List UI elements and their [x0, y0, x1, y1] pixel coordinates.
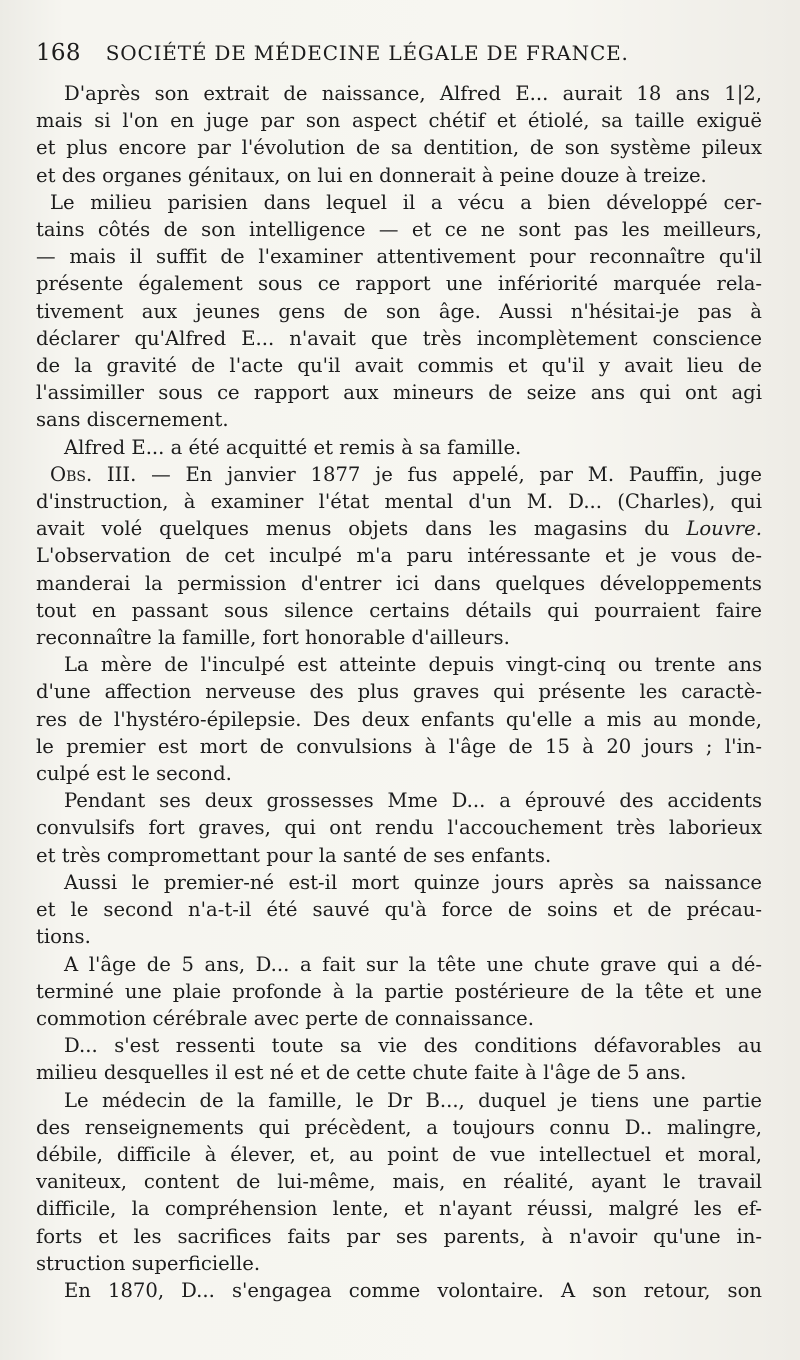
text-line: [36, 352, 762, 379]
line-text: struction superficielle.: [36, 1251, 261, 1275]
line-text: l'assimiller sous ce rapport aux mineurs de seize ans qui ont agi: [36, 381, 762, 405]
text-line: [36, 951, 762, 978]
line-text: — En janvier 1877 je fus appelé, par M. Pauffin, juge: [136, 462, 762, 486]
line-text: Le médecin de la famille, le Dr B..., duquel je tiens une partie: [64, 1088, 762, 1112]
line-text: avait volé quelques menus objets dans les magasins du: [36, 517, 687, 541]
text-line: [36, 651, 762, 678]
body-text: [36, 80, 762, 1304]
line-text: tivement aux jeunes gens de son âge. Aussi n'hésitai-je pas à: [36, 299, 762, 323]
text-line: [36, 1005, 762, 1032]
running-title: SOCIÉTÉ DE MÉDECINE LÉGALE DE FRANCE.: [105, 41, 629, 65]
text-line: [36, 515, 762, 542]
line-text: D... s'est ressenti toute sa vie des conditions défavorables au: [64, 1034, 762, 1058]
text-line: [36, 624, 762, 651]
text-line: [36, 1032, 762, 1059]
line-text: culpé est le second.: [36, 762, 232, 786]
line-text: des renseignements qui précèdent, a toujours connu D.. malingre,: [36, 1115, 762, 1139]
line-text: reconnaître la famille, fort honorable d'ailleurs.: [36, 626, 510, 650]
text-line: [36, 406, 762, 433]
text-line: [36, 1223, 762, 1250]
line-text: convulsifs fort graves, qui ont rendu l'accouchement très laborieux: [36, 816, 762, 840]
text-line: [36, 298, 762, 325]
text-line: [36, 1114, 762, 1141]
line-text: A l'âge de 5 ans, D... a fait sur la tête une chute grave qui a dé-: [64, 952, 762, 976]
line-text: de la gravité de l'acte qu'il avait commis et qu'il y avait lieu de: [36, 354, 762, 378]
line-text: le premier est mort de convulsions à l'âge de 15 à 20 jours ; l'in-: [36, 734, 762, 758]
observation-label: Obs. III.: [50, 462, 137, 486]
line-text: commotion cérébrale avec perte de connaissance.: [36, 1006, 535, 1030]
line-text: et des organes génitaux, on lui en donnerait à peine douze à treize.: [36, 163, 707, 187]
line-text: et très compromettant pour la santé de ses enfants.: [36, 843, 552, 867]
line-text: présente également sous ce rapport une infériorité marquée rela-: [36, 272, 762, 296]
text-line: [36, 107, 762, 134]
line-text: d'instruction, à examiner l'état mental d'un M. D... (Charles), qui: [36, 490, 762, 514]
text-line: [36, 270, 762, 297]
line-text: Le milieu parisien dans lequel il a vécu a bien développé cer-: [50, 190, 762, 214]
line-text: manderai la permission d'entrer ici dans quelques développements: [36, 571, 762, 595]
text-line: [36, 787, 762, 814]
text-line: [36, 488, 762, 515]
line-text: tains côtés de son intelligence — et ce ne sont pas les meilleurs,: [36, 218, 762, 242]
text-line: [36, 869, 762, 896]
line-text: milieu desquelles il est né et de cette chute faite à l'âge de 5 ans.: [36, 1061, 687, 1085]
text-line: [36, 1168, 762, 1195]
line-text: D'après son extrait de naissance, Alfred E... aurait 18 ans 1|2,: [64, 82, 762, 105]
text-line: [36, 733, 762, 760]
line-text: — mais il suffit de l'examiner attentivement pour reconnaître qu'il: [36, 245, 762, 269]
line-text: res de l'hystéro-épilepsie. Des deux enfants qu'elle a mis au monde,: [36, 707, 762, 731]
text-line: [36, 678, 762, 705]
text-line: [36, 1059, 762, 1086]
text-line: [36, 1087, 762, 1114]
text-line: [36, 379, 762, 406]
running-header: [36, 40, 776, 66]
text-line: [36, 542, 762, 569]
line-text: L'observation de cet inculpé m'a paru intéressante et je vous de-: [36, 544, 762, 568]
text-line: [36, 706, 762, 733]
line-text: Pendant ses deux grossesses Mme D... a éprouvé des accidents: [64, 789, 762, 813]
text-line: [36, 1277, 762, 1304]
line-text: débile, difficile à élever, et, au point de vue intellectuel et moral,: [36, 1142, 762, 1166]
text-line: [36, 923, 762, 950]
line-text: sans discernement.: [36, 408, 229, 432]
text-line: [36, 978, 762, 1005]
line-text: forts et les sacrifices faits par ses parents, à n'avoir qu'une in-: [36, 1224, 762, 1248]
italic-text: Louvre.: [686, 517, 762, 541]
text-line: [36, 80, 762, 107]
text-line: [36, 434, 762, 461]
text-line: [36, 461, 762, 488]
text-line: [36, 243, 762, 270]
line-text: et plus encore par l'évolution de sa dentition, de son système pileux: [36, 136, 762, 160]
line-text: La mère de l'inculpé est atteinte depuis vingt-cinq ou trente ans: [64, 653, 762, 677]
line-text: et le second n'a-t-il été sauvé qu'à force de soins et de précau-: [36, 898, 762, 922]
text-line: [36, 325, 762, 352]
line-text: mais si l'on en juge par son aspect chétif et étiolé, sa taille exiguë: [36, 109, 762, 133]
line-text: Alfred E... a été acquitté et remis à sa famille.: [64, 435, 522, 459]
text-line: [36, 760, 762, 787]
text-line: [36, 896, 762, 923]
line-text: En 1870, D... s'engagea comme volontaire. A son retour, son: [64, 1278, 762, 1302]
text-line: [36, 597, 762, 624]
text-line: [36, 570, 762, 597]
text-line: [36, 842, 762, 869]
line-text: Aussi le premier-né est-il mort quinze jours après sa naissance: [64, 870, 762, 894]
text-line: [36, 216, 762, 243]
line-text: tout en passant sous silence certains détails qui pourraient faire: [36, 598, 762, 622]
text-line: [36, 1141, 762, 1168]
text-line: [36, 162, 762, 189]
line-text: déclarer qu'Alfred E... n'avait que très incomplètement conscience: [36, 326, 762, 350]
text-line: [36, 189, 762, 216]
line-text: vaniteux, content de lui-même, mais, en réalité, ayant le travail: [36, 1170, 762, 1194]
page-number: 168: [36, 40, 81, 66]
text-line: [36, 1250, 762, 1277]
line-text: terminé une plaie profonde à la partie postérieure de la tête et une: [36, 979, 762, 1003]
line-text: d'une affection nerveuse des plus graves qui présente les caractè-: [36, 680, 762, 704]
text-line: [36, 134, 762, 161]
line-text: difficile, la compréhension lente, et n'ayant réussi, malgré les ef-: [36, 1197, 762, 1221]
text-line: [36, 1195, 762, 1222]
line-text: tions.: [36, 925, 91, 949]
text-line: [36, 814, 762, 841]
